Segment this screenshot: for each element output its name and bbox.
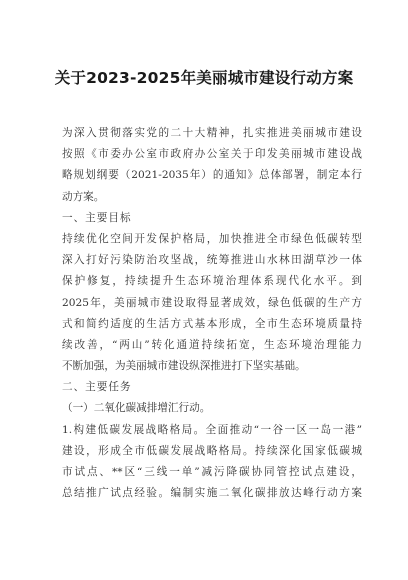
document-title: 关于2023-2025年美丽城市建设行动方案 [54, 69, 354, 87]
paragraph-line: 持续优化空间开发保护格局，加快推进全市绿色低碳转型 [62, 232, 362, 245]
document-body [62, 123, 362, 504]
subsection-heading: （一）二氧化碳减排增汇行动。 [62, 402, 211, 415]
section-heading: 一、主要目标 [62, 211, 132, 224]
section-heading: 二、主要任务 [62, 381, 132, 394]
paragraph-line: 不断加强，为美丽城市建设纵深推进打下坚实基础。 [62, 360, 306, 373]
paragraph-line: 按照《市委办公室市政府办公室关于印发美丽城市建设战 [62, 148, 362, 161]
paragraph-line: 续改善，“两山”转化通道持续拓宽，生态环境治理能力 [62, 338, 362, 351]
paragraph-line: 为深入贯彻落实党的二十大精神，扎实推进美丽城市建设 [62, 127, 362, 139]
paragraph-line: 深入打好污染防治攻坚战，统筹推进山水林田湖草沙一体 [62, 254, 362, 267]
paragraph-line: 市试点、**区“三线一单”减污降碳协同管控试点建设， [62, 466, 362, 478]
paragraph-line: 总结推广试点经验。编制实施二氧化碳排放达峰行动方案 [62, 487, 362, 500]
paragraph-line: 略规划纲要（2021-2035年）的通知》总体部署，制定本行 [62, 169, 362, 182]
paragraph-line: 建设，形成全市低碳发展战略格局。持续深化国家低碳城 [62, 444, 362, 457]
paragraph-line: 动方案。 [62, 190, 105, 203]
paragraph-line: 保护修复，持续提升生态环境治理体系现代化水平。到 [62, 275, 362, 288]
paragraph-line: 1.构建低碳发展战略格局。全面推动“一谷一区一岛一港” [62, 423, 362, 436]
paragraph-line: 式和简约适度的生活方式基本形成，全市生态环境质量持 [62, 317, 362, 330]
paragraph-line: 2025年，美丽城市建设取得显著成效，绿色低碳的生产方 [62, 296, 362, 309]
